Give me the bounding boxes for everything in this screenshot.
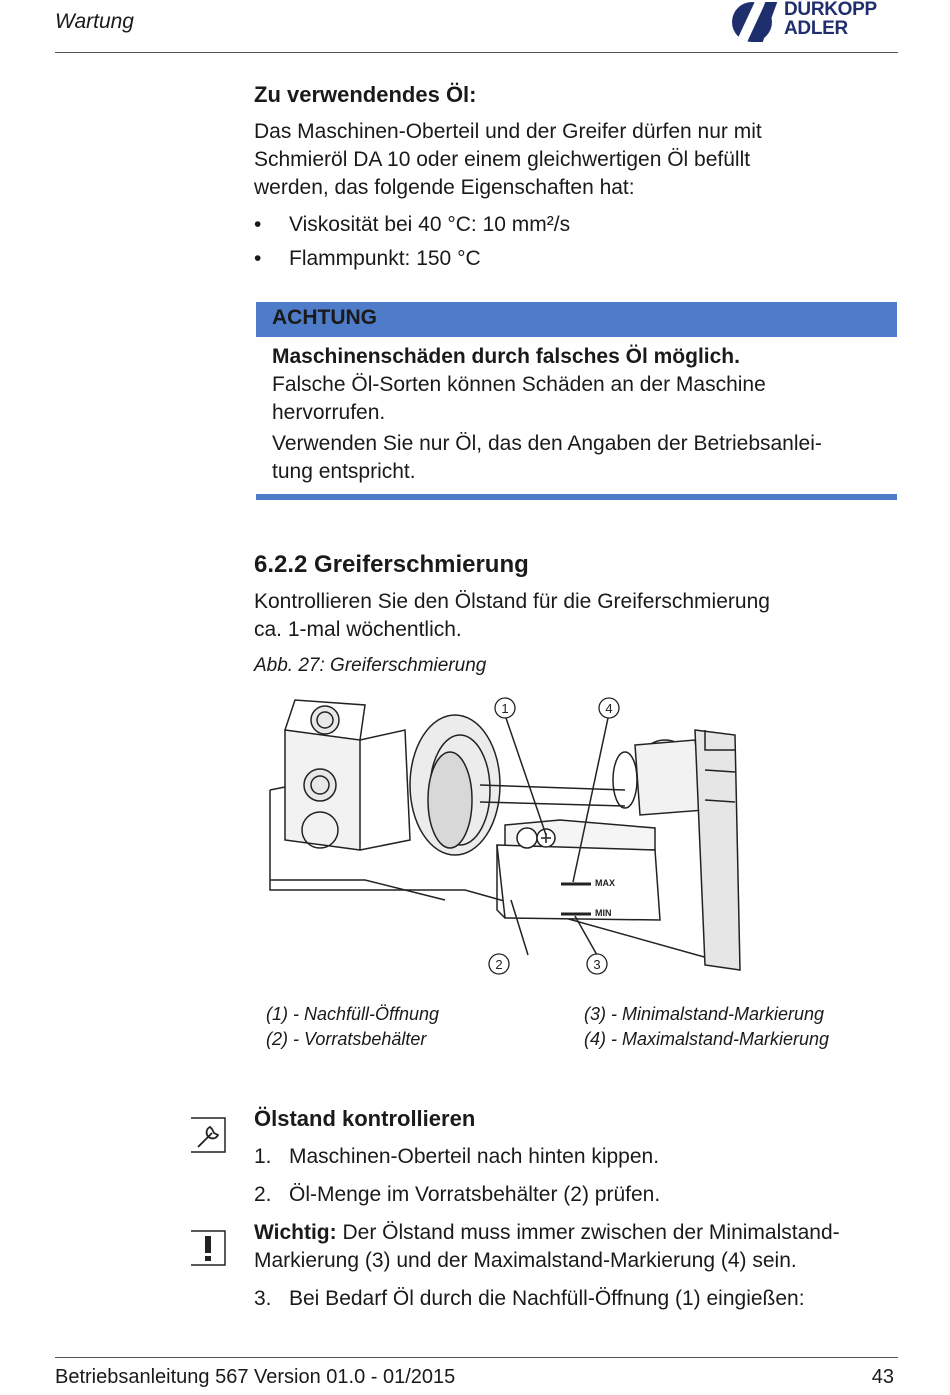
bullet-dot: • [254,213,262,236]
important-note [254,1219,840,1275]
warning-text-line: tung entspricht. [272,460,416,483]
warning-label: ACHTUNG [272,306,377,329]
header-rule [55,52,898,53]
step-text: Bei Bedarf Öl durch die Nachfüll-Öffnung (1) eingießen: [289,1287,805,1310]
min-mark-label: MIN [595,908,612,918]
brand-logo [728,0,903,44]
step-text: Maschinen-Oberteil nach hinten kippen. [289,1145,660,1168]
step-number: 2. [254,1183,272,1206]
legend-item: (2) - Vorratsbehälter [266,1029,427,1049]
figure-caption: Abb. 27: Greiferschmierung [254,655,487,676]
callout-1-label: 1 [501,701,509,716]
oil-bullet-flashpoint: Flammpunkt: 150 °C [289,247,481,270]
callout-3-label: 3 [593,957,601,972]
oil-intro [254,118,762,202]
step-number: 1. [254,1145,272,1168]
oil-bullet-viscosity: Viskosität bei 40 °C: 10 mm²/s [289,213,571,236]
warning-title: Maschinenschäden durch falsches Öl möglich. [272,345,740,368]
page-number: 43 [871,1366,894,1388]
important-text: Der Ölstand muss immer zwischen der Minimalstand- [336,1221,840,1244]
section-heading: 6.2.2 Greiferschmierung [254,551,529,578]
oil-intro-line: Schmieröl DA 10 oder einem gleichwertigen Öl befüllt [254,148,751,171]
wrench-icon [190,1117,226,1153]
oil-intro-line: werden, das folgende Eigenschaften hat: [254,176,635,199]
legend-item: (4) - Maximalstand-Markierung [584,1029,830,1049]
warning-text-2 [272,430,822,486]
header-section-title: Wartung [55,10,134,33]
step-text: Öl-Menge im Vorratsbehälter (2) prüfen. [289,1183,661,1206]
legend-item: (1) - Nachfüll-Öffnung [266,1004,440,1024]
warning-text-line: hervorrufen. [272,401,386,424]
section-intro-line: Kontrollieren Sie den Ölstand für die Greiferschmierung [254,590,770,613]
important-label: Wichtig: [254,1221,337,1244]
warning-text-line: Verwenden Sie nur Öl, das den Angaben der Betriebsanlei- [272,432,822,455]
max-mark-label: MAX [595,878,615,888]
callout-4-label: 4 [605,701,613,716]
oil-intro-line: Das Maschinen-Oberteil und der Greifer dürfen nur mit [254,120,762,143]
warning-text-line: Falsche Öl-Sorten können Schäden an der Maschine [272,373,766,396]
logo-mark-icon [728,0,784,44]
section-intro [254,588,770,644]
warning-bottom-rule [256,494,897,500]
logo-line1: DÜRKOPP [784,0,877,20]
bullet-dot: • [254,247,262,270]
legend-item: (3) - Minimalstand-Markierung [584,1004,825,1024]
warning-text-1 [272,371,766,427]
callout-2-label: 2 [495,957,503,972]
footer-doc-info: Betriebsanleitung 567 Version 01.0 - 01/2015 [55,1366,456,1388]
important-text: Markierung (3) und der Maximalstand-Markierung (4) sein. [254,1249,797,1272]
oil-heading: Zu verwendendes Öl: [254,82,477,107]
footer-rule [55,1357,898,1358]
section-intro-line: ca. 1-mal wöchentlich. [254,618,462,641]
hook-lubrication-illustration [265,690,745,990]
step-number: 3. [254,1287,272,1310]
procedure-heading: Ölstand kontrollieren [254,1106,476,1131]
logo-line2: ADLER [784,18,848,39]
important-exclamation-icon [190,1230,226,1266]
